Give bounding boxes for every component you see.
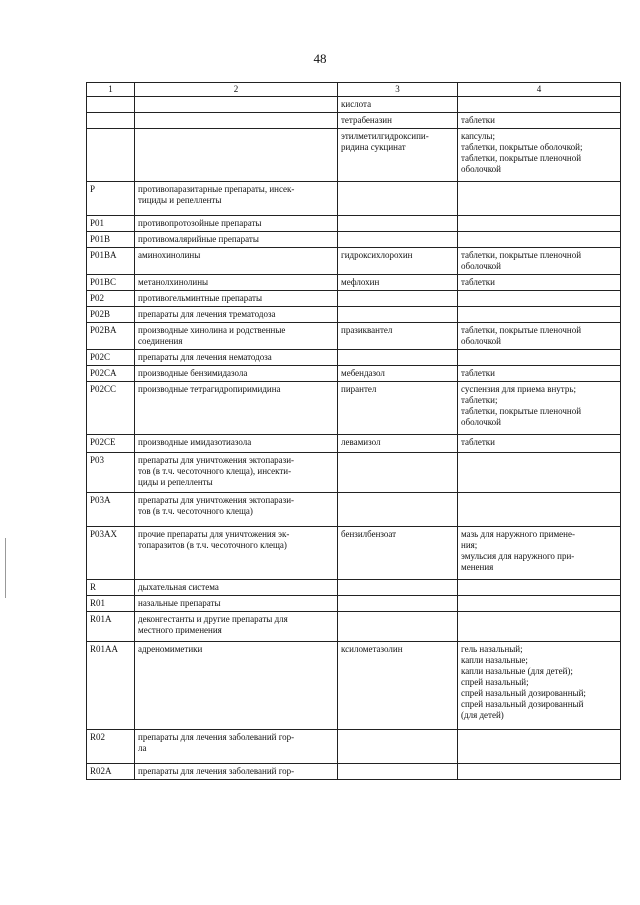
cell-text-line: препараты для лечения нематодоза bbox=[138, 352, 272, 362]
cell-text-line: аминохинолины bbox=[138, 250, 201, 260]
code-cell: P bbox=[87, 182, 135, 216]
substance-cell bbox=[338, 730, 458, 764]
code-cell: P02CC bbox=[87, 382, 135, 435]
dosage-form-cell bbox=[458, 216, 621, 232]
dosage-form-cell bbox=[458, 764, 621, 780]
table-row bbox=[87, 493, 621, 527]
table-row bbox=[87, 182, 621, 216]
cell-text-line: местного применения bbox=[138, 625, 222, 635]
cell-text-line: оболочкой bbox=[461, 336, 501, 346]
cell-text-line: ния; bbox=[461, 540, 478, 550]
page-number: 48 bbox=[313, 51, 327, 66]
dosage-form-cell bbox=[458, 323, 621, 350]
table-row bbox=[87, 275, 621, 291]
cell-text-line: тициды и репелленты bbox=[138, 195, 222, 205]
substance-cell bbox=[338, 764, 458, 780]
cell-text-line: ла bbox=[138, 743, 147, 753]
cell-text-line: оболочкой bbox=[461, 417, 501, 427]
cell-text-line: спрей назальный дозированный bbox=[461, 699, 584, 709]
table-row bbox=[87, 453, 621, 493]
cell-text-line: тетрабеназин bbox=[341, 115, 392, 125]
name-cell bbox=[135, 291, 338, 307]
cell-text-line: соединения bbox=[138, 336, 183, 346]
code-cell: P01B bbox=[87, 232, 135, 248]
code-cell: P03AX bbox=[87, 527, 135, 580]
cell-text-line: левамизол bbox=[341, 437, 381, 447]
dosage-form-cell bbox=[458, 435, 621, 453]
name-cell bbox=[135, 350, 338, 366]
name-cell bbox=[135, 382, 338, 435]
cell-text-line: ксилометазолин bbox=[341, 644, 403, 654]
substance-cell bbox=[338, 275, 458, 291]
name-cell bbox=[135, 493, 338, 527]
table-row bbox=[87, 248, 621, 275]
cell-text-line: тов (в т.ч. чесоточного клеща), инсекти- bbox=[138, 466, 292, 476]
cell-text-line: тов (в т.ч. чесоточного клеща) bbox=[138, 506, 253, 516]
code-cell: P01BC bbox=[87, 275, 135, 291]
substance-cell bbox=[338, 642, 458, 730]
code-cell: R01 bbox=[87, 596, 135, 612]
cell-text-line: противопротозойные препараты bbox=[138, 218, 262, 228]
cell-text-line: прочие препараты для уничтожения эк- bbox=[138, 529, 290, 539]
dosage-form-cell bbox=[458, 232, 621, 248]
name-cell bbox=[135, 216, 338, 232]
dosage-form-cell bbox=[458, 97, 621, 113]
table-row bbox=[87, 307, 621, 323]
cell-text-line: празиквантел bbox=[341, 325, 393, 335]
cell-text-line: топаразитов (в т.ч. чесоточного клеща) bbox=[138, 540, 287, 550]
cell-text-line: гель назальный; bbox=[461, 644, 523, 654]
table-body bbox=[87, 97, 621, 780]
name-cell bbox=[135, 764, 338, 780]
substance-cell bbox=[338, 129, 458, 182]
cell-text-line: кислота bbox=[341, 99, 372, 109]
cell-text-line: менения bbox=[461, 562, 494, 572]
table-row bbox=[87, 527, 621, 580]
name-cell bbox=[135, 596, 338, 612]
substance-cell bbox=[338, 97, 458, 113]
substance-cell bbox=[338, 596, 458, 612]
name-cell bbox=[135, 113, 338, 129]
table-row bbox=[87, 730, 621, 764]
substance-cell bbox=[338, 382, 458, 435]
column-header: 3 bbox=[338, 83, 458, 97]
name-cell bbox=[135, 642, 338, 730]
dosage-form-cell bbox=[458, 307, 621, 323]
name-cell bbox=[135, 435, 338, 453]
cell-text-line: таблетки, покрытые пленочной bbox=[461, 153, 582, 163]
code-cell: P02CA bbox=[87, 366, 135, 382]
column-header: 2 bbox=[135, 83, 338, 97]
table-row bbox=[87, 612, 621, 642]
substance-cell bbox=[338, 493, 458, 527]
code-cell: P01 bbox=[87, 216, 135, 232]
column-header: 1 bbox=[87, 83, 135, 97]
substance-cell bbox=[338, 182, 458, 216]
dosage-form-cell bbox=[458, 366, 621, 382]
cell-text-line: препараты для уничтожения эктопарази- bbox=[138, 495, 295, 505]
cell-text-line: капсулы; bbox=[461, 131, 495, 141]
table-row bbox=[87, 350, 621, 366]
column-header: 4 bbox=[458, 83, 621, 97]
dosage-form-cell bbox=[458, 642, 621, 730]
margin-mark bbox=[5, 538, 6, 598]
cell-text-line: таблетки, покрытые пленочной bbox=[461, 325, 582, 335]
code-cell: R01AA bbox=[87, 642, 135, 730]
drug-list-table bbox=[86, 82, 621, 780]
cell-text-line: оболочкой bbox=[461, 261, 501, 271]
cell-text-line: гидроксихлорохин bbox=[341, 250, 413, 260]
code-cell: P02CE bbox=[87, 435, 135, 453]
cell-text-line: препараты для лечения заболеваний гор- bbox=[138, 732, 295, 742]
cell-text-line: адреномиметики bbox=[138, 644, 203, 654]
code-cell: R bbox=[87, 580, 135, 596]
substance-cell bbox=[338, 580, 458, 596]
name-cell bbox=[135, 527, 338, 580]
cell-text-line: таблетки, покрытые оболочкой; bbox=[461, 142, 583, 152]
cell-text-line: препараты для лечения трематодоза bbox=[138, 309, 276, 319]
dosage-form-cell bbox=[458, 248, 621, 275]
table-row bbox=[87, 366, 621, 382]
dosage-form-cell bbox=[458, 382, 621, 435]
cell-text-line: противомалярийные препараты bbox=[138, 234, 259, 244]
table-row bbox=[87, 382, 621, 435]
substance-cell bbox=[338, 612, 458, 642]
substance-cell bbox=[338, 216, 458, 232]
table-row bbox=[87, 323, 621, 350]
cell-text-line: этилметилгидроксипи- bbox=[341, 131, 429, 141]
code-cell: P02B bbox=[87, 307, 135, 323]
code-cell: P02 bbox=[87, 291, 135, 307]
code-cell: P02C bbox=[87, 350, 135, 366]
cell-text-line: таблетки bbox=[461, 277, 496, 287]
substance-cell bbox=[338, 291, 458, 307]
substance-cell bbox=[338, 248, 458, 275]
dosage-form-cell bbox=[458, 730, 621, 764]
substance-cell bbox=[338, 232, 458, 248]
cell-text-line: производные хинолина и родственные bbox=[138, 325, 286, 335]
substance-cell bbox=[338, 366, 458, 382]
dosage-form-cell bbox=[458, 493, 621, 527]
table-row bbox=[87, 232, 621, 248]
table-row bbox=[87, 596, 621, 612]
substance-cell bbox=[338, 350, 458, 366]
cell-text-line: производные тетрагидропиримидина bbox=[138, 384, 281, 394]
dosage-form-cell bbox=[458, 350, 621, 366]
cell-text-line: производные имидазотиазола bbox=[138, 437, 252, 447]
dosage-form-cell bbox=[458, 113, 621, 129]
cell-text-line: пирантел bbox=[341, 384, 377, 394]
table-row bbox=[87, 435, 621, 453]
cell-text-line: таблетки; bbox=[461, 395, 498, 405]
substance-cell bbox=[338, 113, 458, 129]
cell-text-line: суспензия для приема внутрь; bbox=[461, 384, 576, 394]
dosage-form-cell bbox=[458, 453, 621, 493]
name-cell bbox=[135, 612, 338, 642]
cell-text-line: дыхательная система bbox=[138, 582, 219, 592]
cell-text-line: бензилбензоат bbox=[341, 529, 397, 539]
cell-text-line: таблетки bbox=[461, 368, 496, 378]
name-cell bbox=[135, 248, 338, 275]
substance-cell bbox=[338, 435, 458, 453]
cell-text-line: ридина сукцинат bbox=[341, 142, 406, 152]
code-cell: P02BA bbox=[87, 323, 135, 350]
table-row bbox=[87, 291, 621, 307]
dosage-form-cell bbox=[458, 275, 621, 291]
name-cell bbox=[135, 580, 338, 596]
table-row bbox=[87, 580, 621, 596]
name-cell bbox=[135, 129, 338, 182]
substance-cell bbox=[338, 527, 458, 580]
cell-text-line: спрей назальный дозированный; bbox=[461, 688, 586, 698]
cell-text-line: капли назальные (для детей); bbox=[461, 666, 573, 676]
cell-text-line: деконгестанты и другие препараты для bbox=[138, 614, 288, 624]
cell-text-line: циды и репелленты bbox=[138, 477, 213, 487]
code-cell: P03 bbox=[87, 453, 135, 493]
dosage-form-cell bbox=[458, 182, 621, 216]
dosage-form-cell bbox=[458, 596, 621, 612]
cell-text-line: препараты для лечения заболеваний гор- bbox=[138, 766, 295, 776]
code-cell: R02A bbox=[87, 764, 135, 780]
cell-text-line: таблетки, покрытые пленочной bbox=[461, 406, 582, 416]
table-row bbox=[87, 764, 621, 780]
cell-text-line: эмульсия для наружного при- bbox=[461, 551, 575, 561]
dosage-form-cell bbox=[458, 291, 621, 307]
code-cell bbox=[87, 113, 135, 129]
substance-cell bbox=[338, 307, 458, 323]
name-cell bbox=[135, 182, 338, 216]
name-cell bbox=[135, 323, 338, 350]
substance-cell bbox=[338, 323, 458, 350]
cell-text-line: мефлохин bbox=[341, 277, 380, 287]
table-row bbox=[87, 216, 621, 232]
code-cell: P03A bbox=[87, 493, 135, 527]
table-row bbox=[87, 113, 621, 129]
name-cell bbox=[135, 232, 338, 248]
cell-text-line: таблетки, покрытые пленочной bbox=[461, 250, 582, 260]
code-cell: R01A bbox=[87, 612, 135, 642]
dosage-form-cell bbox=[458, 580, 621, 596]
cell-text-line: спрей назальный; bbox=[461, 677, 529, 687]
code-cell: R02 bbox=[87, 730, 135, 764]
table-row bbox=[87, 129, 621, 182]
substance-cell bbox=[338, 453, 458, 493]
code-cell: P01BA bbox=[87, 248, 135, 275]
cell-text-line: таблетки bbox=[461, 115, 496, 125]
cell-text-line: метанолхинолины bbox=[138, 277, 209, 287]
name-cell bbox=[135, 307, 338, 323]
table-row bbox=[87, 97, 621, 113]
cell-text-line: (для детей) bbox=[461, 710, 504, 720]
cell-text-line: производные бензимидазола bbox=[138, 368, 248, 378]
name-cell bbox=[135, 275, 338, 291]
table-row bbox=[87, 642, 621, 730]
name-cell bbox=[135, 730, 338, 764]
cell-text-line: мебендазол bbox=[341, 368, 385, 378]
cell-text-line: мазь для наружного примене- bbox=[461, 529, 575, 539]
name-cell bbox=[135, 453, 338, 493]
name-cell bbox=[135, 366, 338, 382]
cell-text-line: противопаразитарные препараты, инсек- bbox=[138, 184, 295, 194]
cell-text-line: препараты для уничтожения эктопарази- bbox=[138, 455, 295, 465]
cell-text-line: оболочкой bbox=[461, 164, 501, 174]
cell-text-line: таблетки bbox=[461, 437, 496, 447]
dosage-form-cell bbox=[458, 527, 621, 580]
dosage-form-cell bbox=[458, 612, 621, 642]
dosage-form-cell bbox=[458, 129, 621, 182]
column-number-row bbox=[87, 83, 621, 97]
name-cell bbox=[135, 97, 338, 113]
cell-text-line: противогельминтные препараты bbox=[138, 293, 263, 303]
cell-text-line: назальные препараты bbox=[138, 598, 221, 608]
cell-text-line: капли назальные; bbox=[461, 655, 528, 665]
code-cell bbox=[87, 97, 135, 113]
code-cell bbox=[87, 129, 135, 182]
